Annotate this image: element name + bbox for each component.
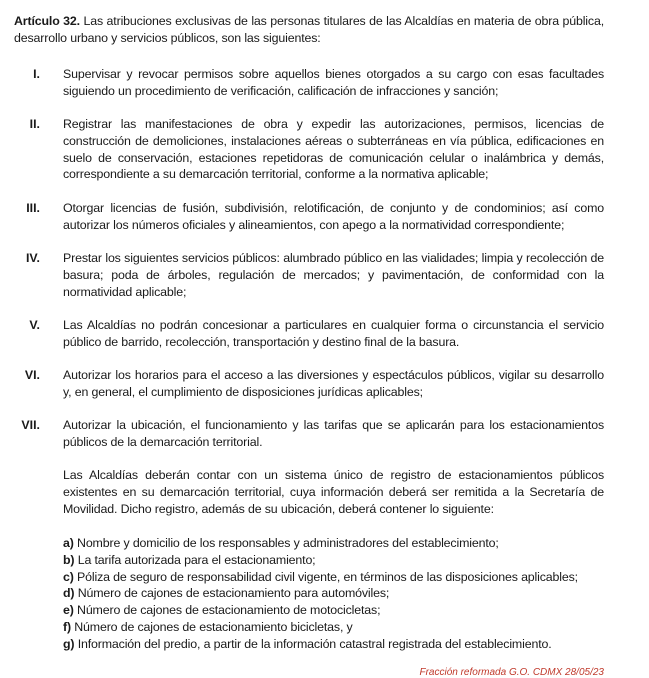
list-item-text: Número de cajones de estacionamiento para automóviles; [77, 586, 390, 601]
item-number-2: II. [29, 117, 40, 131]
list-item [63, 619, 623, 636]
list-item-text: Número de cajones de estacionamiento de motocicletas; [77, 603, 381, 618]
list-item-letter: e) [63, 603, 74, 618]
item-number-4: IV. [25, 251, 40, 265]
item-text-1: Supervisar y revocar permisos sobre aquellos bienes otorgados a su cargo con esas facultades siguiendo un procedimiento de verificación, calificación de infracciones y sanción; [63, 67, 604, 98]
item-number-6: VI. [24, 368, 40, 382]
list-item-letter: g) [63, 636, 75, 651]
list-item-letter: d) [63, 586, 75, 601]
item-text-2: Registrar las manifestaciones de obra y expedir las autorizaciones, permisos, licencias de construcción de demoliciones, instalaciones aéreas o subterráneas en vía pública, edificaciones en suelo de conservación, estaciones repetidoras de comunicación celular o inalámbrica y demás, correspondiente a su demarcación territorial, conforme a la normativa aplicable; [63, 117, 604, 182]
list-item-letter: a) [63, 536, 74, 550]
item-number-7: VII. [21, 418, 40, 432]
item-number-3: III. [26, 201, 40, 215]
list-item-text: Nombre y domicilio de los responsables y administradores del establecimiento; [77, 536, 499, 550]
list-item-text: Número de cajones de estacionamiento bicicletas, y [74, 619, 353, 634]
list-item [63, 552, 623, 569]
list-item-letter: c) [63, 569, 74, 584]
item-number-1: I. [33, 67, 40, 81]
list-item-text: Información del predio, a partir de la información catastral registrada del establecimiento. [77, 636, 552, 651]
article-header [14, 13, 604, 47]
list-item-letter: b) [63, 552, 75, 567]
list-item [63, 636, 623, 653]
list-item [63, 535, 623, 552]
item-text-5: Las Alcaldías no podrán concesionar a particulares en cualquier forma o circunstancia el servicio público de barrido, recolección, transportación y destino final de la basura. [63, 318, 604, 349]
article-label: Artículo 32. [14, 14, 80, 28]
list-item-text: La tarifa autorizada para el estacionamiento; [77, 552, 316, 567]
item-text-4: Prestar los siguientes servicios públicos: alumbrado público en las vialidades; limpia y recolección de basura; poda de árboles, regulación de mercados; y pavimentación, de conformidad con la normatividad aplicable; [63, 251, 604, 299]
item-text-6: Autorizar los horarios para el acceso a las diversiones y espectáculos públicos, vigilar su desarrollo y, en general, el cumplimiento de disposiciones jurídicas aplicables; [63, 368, 604, 399]
registry-paragraph: Las Alcaldías deberán contar con un sistema único de registro de estacionamientos públicos existentes en su demarcación territorial, cuya información deberá ser remitida a la Secretaría de Movilidad. Dicho registro, además de su ubicación, deberá contener lo siguiente: [63, 468, 604, 516]
list-item [63, 585, 623, 602]
list-item [63, 602, 623, 619]
list-item-text: Póliza de seguro de responsabilidad civil vigente, en términos de las disposiciones aplicables; [77, 569, 578, 584]
list-item-letter: f) [63, 619, 71, 634]
article-intro: Las atribuciones exclusivas de las personas titulares de las Alcaldías en materia de obra pública, desarrollo urbano y servicios públicos, son las siguientes: [14, 14, 604, 45]
registry-requirements-list [63, 535, 623, 653]
list-item [63, 569, 623, 586]
amendment-footnote: Fracción reformada G.O. CDMX 28/05/23 [419, 667, 604, 678]
item-text-7: Autorizar la ubicación, el funcionamiento y las tarifas que se aplicarán para los estacionamientos públicos de la demarcación territorial. [63, 418, 604, 449]
item-number-5: V. [29, 318, 40, 332]
item-text-3: Otorgar licencias de fusión, subdivisión, relotificación, de conjunto y de condominios; así como autorizar los números oficiales y alineamientos, con apego a la normatividad correspondiente; [63, 201, 604, 232]
